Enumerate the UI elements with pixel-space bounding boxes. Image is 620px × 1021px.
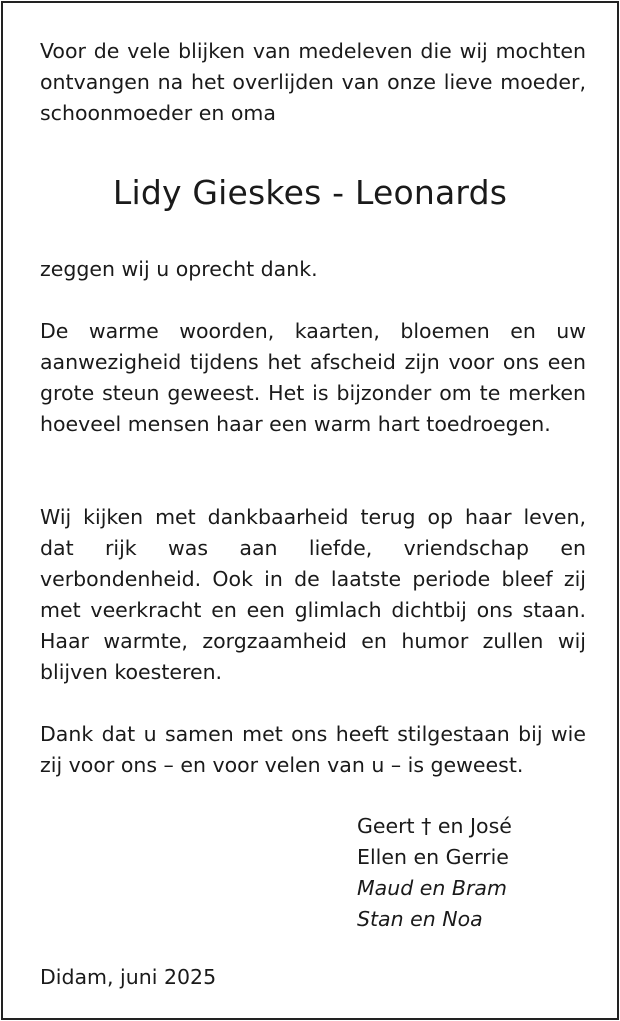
signature-line-2: Ellen en Gerrie [357, 845, 509, 869]
intro-text: Voor de vele blijken van medeleven die wij mochten ontvangen na het overlijden van onze lieve moeder, schoonmoeder en oma [40, 39, 586, 125]
signature-line-1: Geert † en José [357, 814, 512, 838]
paragraph-support: De warme woorden, kaarten, bloemen en uw aanwezigheid tijdens het afscheid zijn voor ons een grote steun geweest. Het is bijzonder om te merken hoeveel mensen haar een warm hart toedroegen. [40, 319, 586, 436]
signature-line-4: Stan en Noa [357, 907, 483, 931]
thanks-text: zeggen wij u oprecht dank. [40, 257, 318, 281]
signature-line-3: Maud en Bram [357, 876, 507, 900]
paragraph-memories: Wij kijken met dankbaarheid terug op haar leven, dat rijk was aan liefde, vriendschap en verbondenheid. Ook in de laatste periode bleef zij met veerkracht en een glimlach dichtbij ons staan. Haar warmte, zorgzaamheid en humor zullen wij blijven koesteren. [40, 505, 586, 684]
deceased-name: Lidy Gieskes - Leonards [112, 173, 508, 212]
notice-card [1, 1, 619, 1020]
paragraph-gratitude: Dank dat u samen met ons heeft stilgestaan bij wie zij voor ons – en voor velen van u – is geweest. [40, 722, 586, 777]
place-date: Didam, juni 2025 [40, 965, 217, 989]
signature-block [357, 811, 512, 935]
